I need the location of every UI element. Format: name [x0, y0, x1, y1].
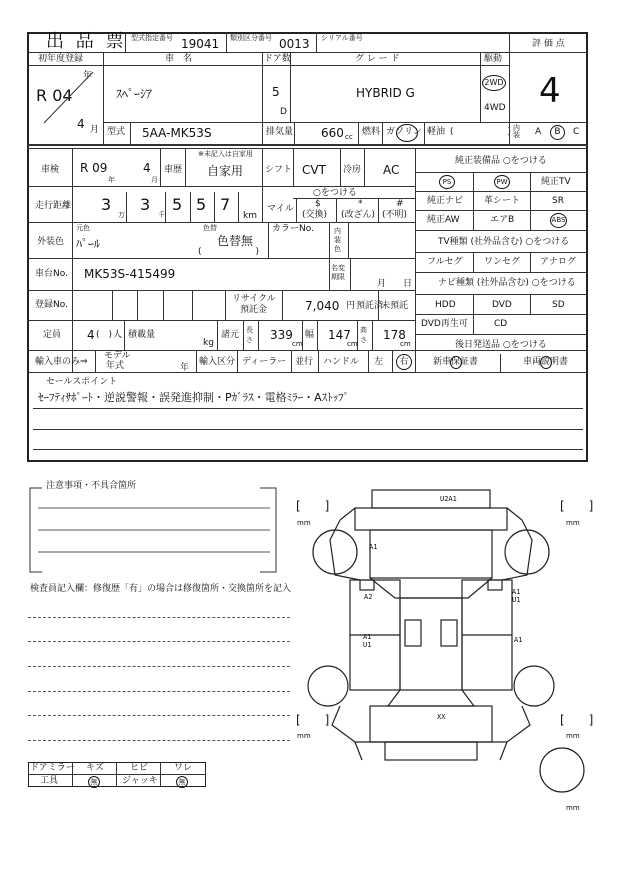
mileage-sen: 千: [158, 211, 165, 219]
mark-left-door-front: A2: [364, 593, 373, 601]
mileage-d4: 5: [196, 195, 207, 214]
equip-pw: PW: [494, 175, 510, 189]
shift: CVT: [302, 163, 326, 177]
chassis-label: 車台No.: [35, 269, 68, 279]
legend-crack: ヒビ: [130, 763, 149, 773]
first-reg-year-unit: 年: [83, 71, 93, 81]
cd: CD: [494, 319, 508, 329]
handle-left: 左: [374, 357, 384, 367]
model-year-unit: 年: [180, 363, 190, 373]
navi-title: ナビ種類 (社外品含む) ○をつける: [438, 278, 576, 288]
interior-c: C: [573, 127, 580, 137]
handle: ハンドル: [323, 357, 360, 367]
capacity-paren: ( ): [96, 330, 113, 340]
inspector-label: 検査員記入欄：修復歴「有」の場合は修復箇所・交換箇所を記入: [30, 584, 292, 594]
equip-aw: 純正AW: [427, 215, 460, 225]
history: 自家用: [207, 164, 244, 178]
equip-sr: SR: [552, 196, 564, 206]
ac: AC: [383, 163, 400, 177]
import-only: 輸入車のみ⇒: [35, 357, 88, 367]
equip-airbag: エアB: [490, 215, 515, 225]
equip-ps: PS: [439, 175, 455, 189]
load-label: 積載量: [128, 330, 156, 340]
first-reg-month: 4: [77, 117, 85, 131]
fuel-other: ( ): [450, 127, 512, 137]
grade: HYBRID G: [356, 86, 415, 100]
first-reg-label: 初年度登録: [38, 54, 84, 64]
inspection-month-unit: 月: [151, 176, 158, 184]
change-day: 日: [403, 279, 413, 289]
legend-broken: ワレ: [174, 763, 193, 773]
bracket-top-right: [ ]: [560, 499, 594, 513]
fuel-label: 燃料: [362, 127, 381, 137]
mileage-d3: 5: [172, 195, 183, 214]
history-label: 車歴: [164, 165, 183, 175]
mileage-tampered: (改ざん): [341, 210, 376, 220]
mileage-mile: マイル: [267, 204, 294, 214]
car-damage-diagram: [300, 480, 590, 810]
change-deadline-label: 名変期限: [331, 264, 345, 281]
registration-label: 登録No.: [35, 300, 68, 310]
fuel-circle: [396, 124, 418, 142]
equip-title: 純正装備品 ○をつける: [455, 156, 547, 166]
navi-sd: SD: [552, 300, 565, 310]
length-cm: cm: [292, 340, 303, 348]
recycle-unit: 円: [346, 301, 356, 311]
legend-jack-mark: 無: [176, 776, 188, 788]
recycle-label-2: 預託金: [240, 305, 268, 315]
mark-right-door-rear: A1: [514, 636, 523, 644]
grade-label: グ レ ー ド: [355, 54, 400, 64]
import-class: 輸入区分: [199, 357, 236, 367]
legend-scratch: キズ: [86, 763, 104, 773]
doors-label: ドア数: [264, 54, 291, 64]
mileage-d1: 3: [101, 195, 112, 214]
legend-tool-mark: 無: [88, 776, 100, 788]
handle-right: 右: [396, 354, 412, 370]
height-label: 高さ: [360, 326, 367, 344]
sheet-title: 出 品 票: [46, 31, 127, 52]
load-kg: kg: [203, 338, 214, 348]
color-label: 外装色: [37, 237, 65, 247]
shift-label: シフト: [265, 165, 293, 175]
class-no-label: 類別区分番号: [230, 34, 272, 42]
bracket-bottom-left: [ ]: [296, 713, 330, 727]
drive-2wd: 2WD: [482, 75, 506, 91]
interior-label: 内装: [513, 124, 520, 139]
warranty-circle: [450, 356, 462, 369]
chassis-no: MK53S-415499: [84, 267, 176, 281]
tv-one: ワンセグ: [484, 257, 521, 267]
inspection-era: R 09: [80, 161, 108, 175]
recycle-label-1: リサイクル: [232, 294, 276, 304]
inspection-year-unit: 年: [108, 176, 115, 184]
mileage-km: km: [243, 211, 257, 221]
recycle: 7,040: [305, 299, 340, 313]
score-label: 評 価 点: [532, 39, 565, 49]
mark-left-front: A1: [369, 543, 378, 551]
paint-label: 色替: [203, 224, 217, 232]
class-no: 0013: [279, 37, 310, 51]
parallel: 並行: [295, 357, 314, 367]
width: 147: [328, 328, 351, 342]
mark-left-door-rear: A1 U1: [363, 633, 372, 649]
model-label: 型式: [107, 127, 126, 137]
mileage-circle-note: ○をつける: [313, 188, 357, 198]
color-no-label: カラーNo.: [272, 224, 314, 234]
mileage-dollar: $: [315, 199, 321, 209]
displacement: 660: [321, 126, 344, 140]
interior-a: A: [535, 127, 542, 137]
paint-paren: ( ): [198, 247, 260, 257]
mm-bottom-right: mm: [566, 732, 580, 740]
mm-bottom-left: mm: [297, 732, 311, 740]
dvd-play: DVD再生可: [421, 319, 468, 329]
caution-label: 注意事項・不具合箇所: [46, 481, 137, 491]
mileage-man: 万: [118, 211, 125, 219]
width-label: 幅: [305, 330, 315, 340]
sales-label: セールスポイント: [46, 377, 118, 387]
history-note: ※未記入は自家用: [198, 150, 253, 158]
caution-frame: [28, 486, 288, 576]
first-reg-slash: [38, 68, 98, 131]
interior-b: B: [550, 125, 565, 140]
car-name: ｽﾍﾟｰｼｱ: [116, 87, 153, 101]
light-oil: 軽油: [427, 127, 446, 137]
model-year-1: モデル: [104, 351, 131, 361]
mileage-d2: 3: [140, 195, 151, 214]
displacement-label: 排気量: [266, 127, 294, 137]
later-title: 後日発送品 ○をつける: [455, 340, 547, 350]
dims-label: 諸元: [221, 330, 240, 340]
capacity-unit: 人: [113, 330, 123, 340]
legend-jack: ジャッキ: [122, 776, 158, 786]
serial-label: シリアル番号: [321, 34, 363, 42]
displacement-unit: cc: [345, 133, 353, 141]
mileage-star: *: [358, 199, 363, 209]
legend-tool: 工具: [40, 776, 59, 786]
equip-leather: 革シート: [484, 196, 521, 206]
ac-label: 冷房: [343, 165, 362, 175]
first-reg-era: R 04: [36, 86, 73, 105]
door-type: D: [280, 107, 287, 117]
equip-abs: ABS: [550, 213, 567, 228]
mm-top-left: mm: [297, 519, 311, 527]
paint: 色替無: [217, 234, 254, 248]
deposit-done: 預託済: [356, 301, 384, 311]
navi-dvd: DVD: [492, 300, 512, 310]
tv-full: フルセグ: [427, 257, 463, 267]
navi-hdd: HDD: [435, 300, 456, 310]
capacity: 4: [87, 328, 95, 342]
manual: 車両説明書: [523, 357, 569, 367]
height-cm: cm: [400, 340, 411, 348]
manual-circle: [540, 356, 552, 369]
capacity-label: 定員: [43, 330, 62, 340]
first-reg-month-unit: 月: [90, 125, 100, 135]
format-no: 19041: [181, 37, 220, 51]
mark-rear: XX: [437, 713, 446, 721]
tv-analog: アナログ: [540, 257, 577, 267]
dealer: ディーラー: [242, 357, 287, 367]
mileage-exchange: (交換): [302, 210, 328, 220]
drive-4wd: 4WD: [484, 103, 506, 113]
score: 4: [539, 71, 561, 111]
equip-navi: 純正ナビ: [427, 196, 464, 206]
mileage-hash: #: [396, 199, 404, 209]
interior-color-label: 内装色: [334, 227, 341, 253]
drive-label: 駆動: [484, 54, 503, 64]
legend-door-mirror: ドアミラー: [30, 763, 75, 773]
length-label: 長さ: [246, 326, 253, 344]
bracket-bottom-right: [ ]: [560, 713, 594, 727]
original-color-label: 元色: [76, 224, 90, 232]
change-month: 月: [377, 279, 387, 289]
mm-spare: mm: [566, 804, 580, 812]
fuel: ガソリン: [386, 127, 423, 137]
inspection-month: 4: [143, 161, 151, 175]
model-year-2: 年式: [106, 361, 125, 371]
height: 178: [383, 328, 406, 342]
mark-right-door-front: A1 U1: [512, 588, 521, 604]
tv-title: TV種類 (社外品含む) ○をつける: [438, 237, 570, 247]
mm-top-right: mm: [566, 519, 580, 527]
mileage-d5: 7: [220, 195, 231, 214]
not-deposit: 未預託: [381, 301, 409, 311]
car-name-label: 車 名: [165, 54, 193, 64]
sales-text: ｾｰﾌﾃｨｻﾎﾟｰﾄ・逆説警報・誤発進抑制・Pｶﾞﾗｽ・電格ﾐﾗｰ・Aｽﾄｯﾌﾟ: [38, 391, 350, 404]
width-cm: cm: [347, 340, 358, 348]
mileage-label: 走行距離: [35, 201, 72, 211]
inspection-label: 車検: [41, 165, 60, 175]
bracket-top-left: [ ]: [296, 499, 330, 513]
new-car-warranty: 新車保証書: [433, 357, 479, 367]
mark-front: U2A1: [440, 495, 457, 503]
model: 5AA-MK53S: [142, 126, 212, 140]
equip-tv: 純正TV: [541, 177, 571, 187]
original-color: ﾊﾟｰﾙ: [76, 237, 101, 251]
format-no-label: 型式指定番号: [131, 34, 173, 42]
doors: 5: [272, 85, 280, 99]
length: 339: [270, 328, 293, 342]
mileage-unknown: (不明): [382, 210, 408, 220]
